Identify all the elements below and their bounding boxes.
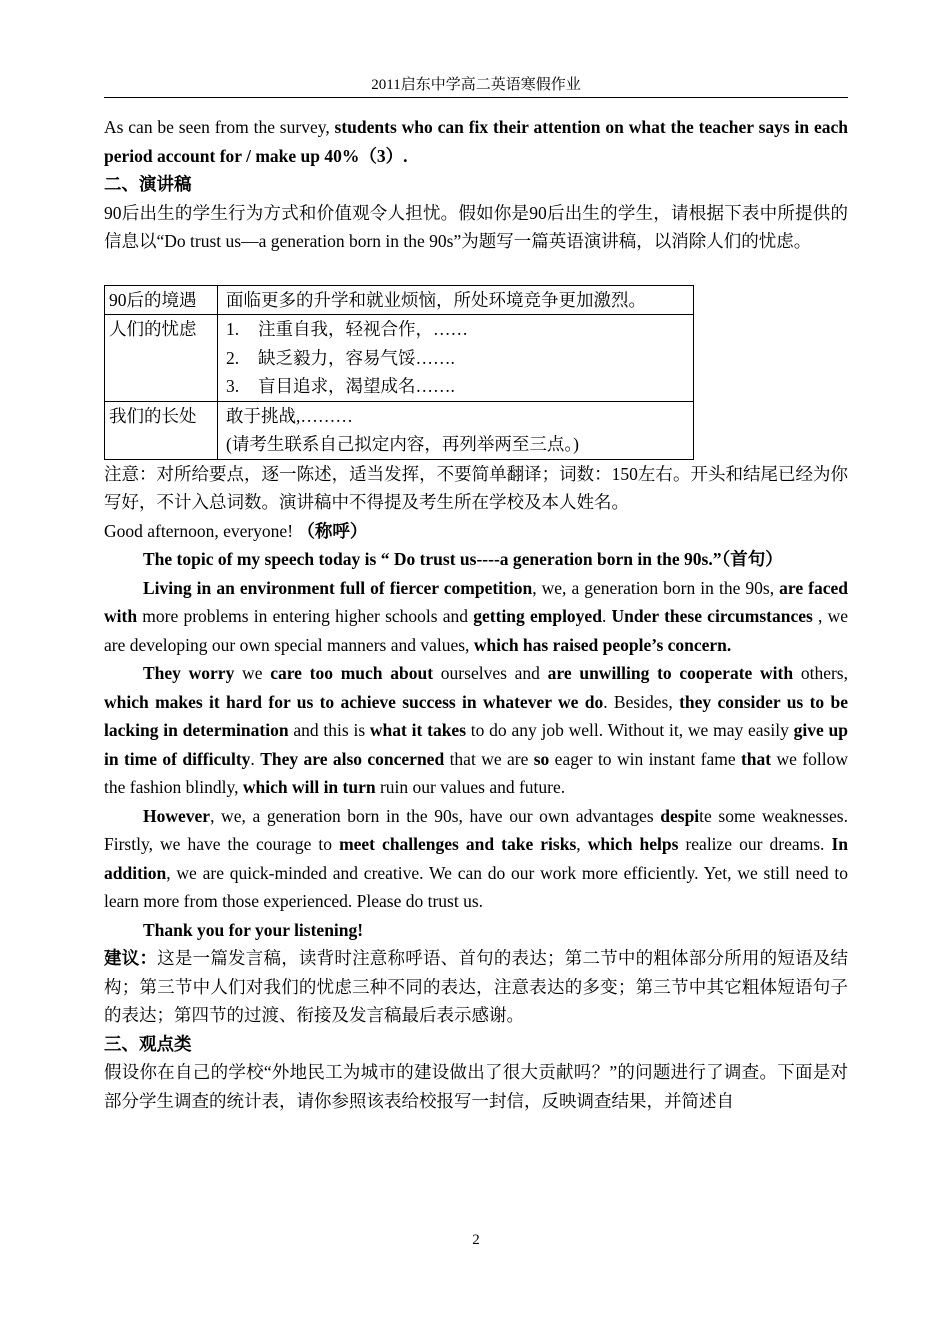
bold-phrase: which has raised people’s concern. — [473, 634, 732, 655]
closing-text: Thank you for your listening! — [143, 919, 364, 940]
bold-phrase: that — [740, 748, 772, 769]
text-run: . — [250, 748, 261, 769]
speech-closing — [104, 916, 848, 945]
text-run: , we, a generation born in the 90s, — [532, 577, 780, 598]
bold-phrase: Living in an environment full of fiercer competition — [143, 577, 533, 598]
topic-tag: （首句） — [721, 549, 783, 569]
bold-phrase: which will in turn — [242, 777, 376, 797]
text-run: . Besides, — [603, 691, 680, 712]
table-row — [105, 285, 694, 315]
speech-paragraph-3 — [104, 802, 848, 916]
row3-label: 我们的长处 — [105, 401, 218, 459]
bold-phrase: Under these circumstances — [611, 606, 813, 626]
header-rule — [104, 97, 848, 98]
list-item-text: 注重自我，轻视合作，…… — [258, 319, 468, 339]
list-item-number: 2. — [226, 347, 240, 368]
section3-heading-text: 三、观点类 — [104, 1033, 192, 1054]
speech-paragraph-2 — [104, 659, 848, 802]
bold-phrase: are faced with — [104, 577, 849, 626]
row3-cell — [218, 401, 694, 459]
bold-phrase: care too much about — [270, 663, 434, 683]
list-item-number: 1. — [226, 319, 240, 339]
text-run: we follow the fashion blindly, — [104, 748, 848, 797]
text-run: , — [576, 834, 588, 854]
bold-phrase: However — [143, 805, 211, 826]
bold-phrase: which makes it hard for us to achieve success in whatever we do — [104, 691, 604, 712]
row3-line2: (请考生联系自己拟定内容，再列举两至三点。) — [226, 434, 579, 454]
bold-phrase: They are also concerned — [260, 748, 445, 769]
intro-bold: students who can fix their attention on what the teacher says in each period account for / make up 40%（3）. — [104, 117, 848, 166]
bold-phrase: They worry — [143, 663, 235, 683]
list-item-text: 缺乏毅力，容易气馁……. — [258, 347, 455, 368]
speech-topic — [104, 545, 848, 574]
bold-phrase: despi — [660, 805, 700, 826]
list-item — [226, 315, 685, 344]
list-item-text: 盲目追求，渴望成名……. — [258, 376, 455, 396]
section3-heading — [104, 1030, 848, 1059]
greeting-text: Good afternoon, everyone! — [104, 520, 298, 541]
row2-label: 人们的忧虑 — [105, 315, 218, 402]
row1-text: 面临更多的升学和就业烦恼，所处环境竞争更加激烈。 — [218, 285, 694, 315]
text-run: that we are — [444, 748, 534, 769]
text-run: eager to win instant fame — [549, 748, 741, 769]
advice-label: 建议： — [104, 948, 158, 968]
bold-phrase: getting employed — [473, 606, 602, 626]
text-run: ruin our values and future. — [375, 777, 566, 797]
text-run: we — [234, 663, 271, 683]
row3-line1: 敢于挑战,……… — [226, 405, 353, 426]
bold-phrase: In addition — [104, 834, 849, 883]
bold-phrase: give up in time of difficulty — [104, 720, 848, 769]
greeting-tag: （称呼） — [297, 520, 368, 541]
text-run: realize our dreams. — [678, 834, 832, 854]
section2-heading — [104, 170, 848, 199]
speech-paragraph-1 — [104, 574, 848, 660]
list-item — [226, 344, 685, 373]
text-run: ourselves and — [433, 663, 548, 683]
text-run: , we, a generation born in the 90s, have our own advantages — [210, 805, 661, 826]
topic-text: The topic of my speech today is “ Do trust us----a generation born in the 90s.” — [143, 549, 722, 569]
section3-prompt: 假设你在自己的学校“外地民工为城市的建设做出了很大贡献吗？”的问题进行了调查。下面是对部分学生调查的统计表，请你参照该表给校报写一封信，反映调查结果，并简述自 — [104, 1062, 848, 1111]
list-item — [226, 372, 685, 401]
text-run: , we are developing our own special manners and values, — [104, 606, 849, 655]
page-header: 2011启东中学高二英语寒假作业 — [371, 77, 581, 93]
bold-phrase: so — [533, 748, 550, 769]
advice-text: 这是一篇发言稿，读背时注意称呼语、首句的表达；第二节中的粗体部分所用的短语及结构；第三节中人们对我们的忧虑三种不同的表达，注意表达的多变；第三节中其它粗体短语句子的表达；第四节的过渡、衔接及发言稿最后表示感谢。 — [104, 948, 849, 1025]
intro-plain: As can be seen from the survey, — [104, 117, 335, 137]
bold-phrase: meet challenges and take risks — [339, 834, 577, 854]
bold-phrase: they consider us to be lacking in determination — [104, 691, 848, 740]
section2-heading-text: 二、演讲稿 — [104, 174, 192, 194]
bold-phrase: are unwilling to cooperate with — [547, 663, 794, 683]
section2-prompt: 90后出生的学生行为方式和价值观令人担忧。假如你是90后出生的学生，请根据下表中所提供的信息以“Do trust us—a generation born in the 90s”为题写一篇英语演讲稿，以消除人们的忧虑。 — [104, 202, 848, 251]
greeting — [104, 517, 848, 546]
row1-label: 90后的境遇 — [105, 285, 218, 315]
table-row — [105, 315, 694, 402]
bold-phrase: which helps — [587, 834, 679, 854]
text-run: others, — [793, 663, 848, 683]
text-run: and this is — [288, 720, 370, 740]
intro-line — [104, 113, 848, 170]
table-row — [105, 401, 694, 459]
info-table — [104, 285, 694, 460]
text-run: to do any job well. Without it, we may easily — [466, 720, 794, 740]
note-paragraph: 注意：对所给要点，逐一陈述，适当发挥，不要简单翻译；词数：150左右。开头和结尾已经为你写好，不计入总词数。演讲稿中不得提及考生所在学校及本人姓名。 — [104, 463, 848, 512]
row2-list — [218, 315, 694, 402]
text-run: te some weaknesses. Firstly, we have the courage to — [104, 805, 848, 854]
page-number: 2 — [472, 1232, 480, 1248]
document-body — [104, 113, 848, 1115]
list-item-number: 3. — [226, 376, 240, 396]
advice-paragraph — [104, 944, 848, 1030]
text-run: , we are quick-minded and creative. We can do our work more efficiently. Yet, we still need to learn more from those experienced. Please do trust us. — [104, 862, 848, 911]
text-run: more problems in entering higher schools and — [137, 606, 474, 626]
text-run: . — [601, 606, 612, 626]
bold-phrase: what it takes — [369, 720, 467, 740]
